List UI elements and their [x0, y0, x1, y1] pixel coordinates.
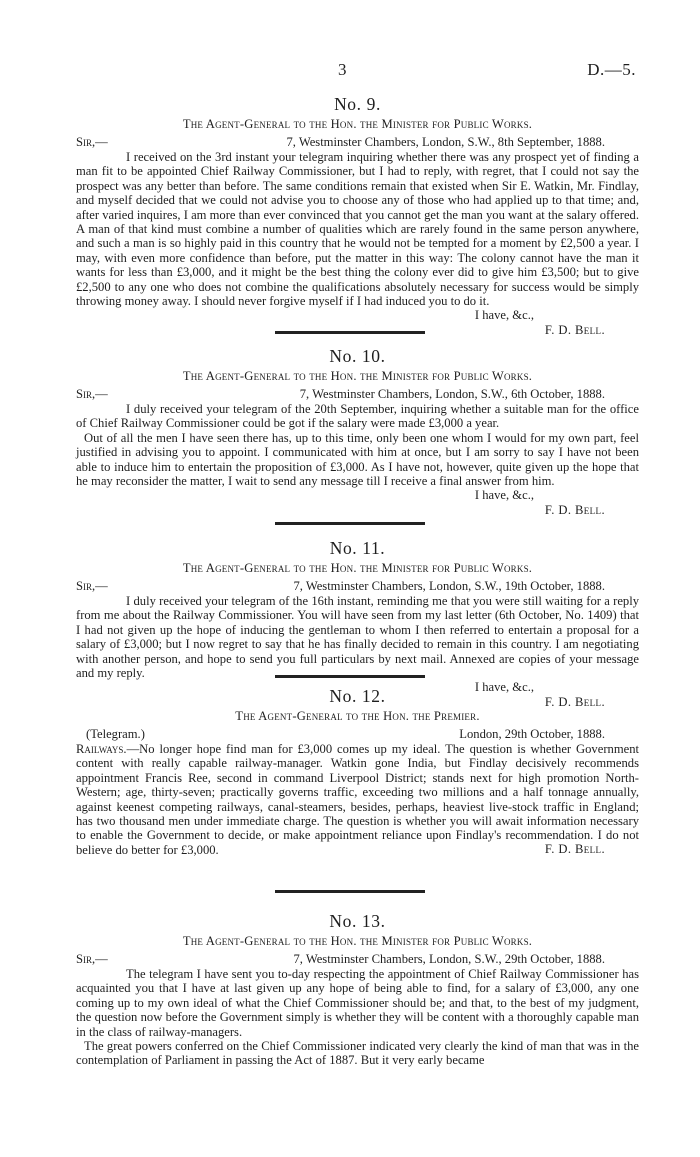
letter-number: No. 9. [334, 94, 381, 114]
telegram-text: —No longer hope find man for £3,000 comes up my ideal. The question is whether Government content with really capable railway-manager. Watkin gone India, but Findlay decisively recommends appointment Francis Ree, second in command Liverpool District; stands next for high promotion North-Western; age, thirty-seven; practically governs traffic, exceeding two millions and a half tonnage annually, against keenest competing railways, canal-steamers, besides, perhaps, heaviest live-stock traffic in England; has two thousand men under immediate charge. The question is whether you will await information necessary to enable the Government to decide, or make appointment reliance upon Findlay's recommendation. I do not believe do better for £3,000. [76, 742, 639, 857]
body-paragraph: I duly received your telegram of the 20th September, inquiring whether a suitable man for the office of Chief Railway Commissioner could be got if the salary were made £3,000 a year. [76, 402, 639, 431]
letter-heading: The Agent-General to the Hon. the Minister for Public Works. [182, 561, 533, 575]
telegram-address-line [76, 727, 639, 742]
letter-no-13 [76, 911, 639, 1068]
signature: F. D. Bell. [544, 842, 605, 857]
sender-address: 7, Westminster Chambers, London, S.W., 29th October, 1888. [293, 952, 605, 966]
section-divider [275, 522, 425, 525]
sender-address: 7, Westminster Chambers, London, S.W., 19th October, 1888. [293, 579, 605, 593]
signature: F. D. Bell. [544, 694, 605, 709]
salutation: Sir,— [76, 952, 108, 966]
telegram-body [76, 742, 639, 857]
letter-number: No. 10. [329, 346, 386, 366]
section-divider [275, 675, 425, 678]
letter-heading: The Agent-General to the Hon. the Minister for Public Works. [182, 934, 533, 948]
sender-address: 7, Westminster Chambers, London, S.W., 8th September, 1888. [286, 135, 605, 149]
body-paragraph: The great powers conferred on the Chief Commissioner indicated very clearly the kind of man that was in the contemplation of Parliament in passing the Act of 1887. But it very early became [76, 1039, 639, 1068]
letter-number: No. 11. [329, 538, 386, 558]
body-paragraph: Out of all the men I have seen there has, up to this time, only been one whom I would for my own part, feel justified in advising you to appoint. I communicated with him at once, but I am sorry to say I have not been able to induce him to entertain the proposition of £3,000. As I have not, however, quite given up the hope that he may reconsider the matter, I wait to send any message till I receive a final answer from him. [76, 430, 639, 489]
letter-number: No. 13. [329, 911, 386, 931]
closing: I have, &c., [474, 308, 534, 323]
letter-heading: The Agent-General to the Hon. the Minister for Public Works. [182, 369, 533, 383]
page-number: 3 [338, 60, 347, 79]
salutation-address-line [76, 387, 639, 402]
letter-no-12 [76, 686, 639, 857]
salutation-address-line [76, 952, 639, 967]
salutation: Sir,— [76, 387, 108, 401]
letter-no-10 [76, 346, 639, 517]
salutation: Sir,— [76, 579, 108, 593]
closing: I have, &c., [474, 488, 534, 503]
letter-heading: The Agent-General to the Hon. the Premier. [235, 709, 480, 723]
body-paragraph: The telegram I have sent you to-day respecting the appointment of Chief Railway Commissioner has acquainted you that I have at last given up any hope of being able to find, for a salary of £3,000, any one coming up to my own ideal of what the Chief Commissioner should be; and that, to the best of my judgment, the question now before the Government simply is whether they will be content with a thoroughly capable man in the class of railway-managers. [76, 967, 639, 1039]
salutation: Sir,— [76, 135, 108, 149]
closing: I have, &c., [474, 680, 534, 695]
lead-word: Railways. [76, 742, 127, 756]
section-divider [275, 331, 425, 334]
salutation-address-line [76, 579, 639, 594]
letter-no-9 [76, 94, 639, 337]
signature: F. D. Bell. [544, 322, 605, 337]
document-reference: D.—5. [587, 60, 636, 79]
sender-address: London, 29th October, 1888. [459, 727, 605, 741]
telegram-label: (Telegram.) [86, 727, 145, 741]
letter-heading: The Agent-General to the Hon. the Minister for Public Works. [182, 117, 533, 131]
sender-address: 7, Westminster Chambers, London, S.W., 6th October, 1888. [299, 387, 605, 401]
letter-no-11 [76, 538, 639, 709]
signature: F. D. Bell. [544, 502, 605, 517]
salutation-address-line [76, 135, 639, 150]
body-paragraph: I received on the 3rd instant your telegram inquiring whether there was any prospect yet of finding a man fit to be appointed Chief Railway Commissioner, but I had to reply, with regret, that I could not say the prospect was any better than before. The same conditions remain that existed when Sir E. Watkin, Mr. Findlay, and myself decided that we could not advise you to choose any of those who had applied up to that time; and, after varied inquires, I am more than ever convinced that you cannot get the man you want at the salary offered. A man of that kind must combine a number of qualities which are rarely found in the same person anywhere, and such a man is so highly paid in this country that he would not be tempted for a moment by £2,500 a year. I may, with even more confidence than before, put the matter in this way: The colony cannot have the man it wants for less than £3,000, and it might be the best thing the colony ever did to give him £3,500; but to give £2,500 to any one who does not combine the qualifications absolutely necessary for success would be simply throwing money away. I should never forgive myself if I had induced you to do it. [76, 150, 639, 309]
letter-number: No. 12. [329, 686, 386, 706]
section-divider [275, 890, 425, 893]
body-paragraph: I duly received your telegram of the 16th instant, reminding me that you were still waiting for a reply from me about the Railway Commissioner. You will have seen from my last letter (6th October, No. 1409) that I had not given up the hope of inducing the gentleman to whom I then referred to entertain a proposal for a salary of £3,000; but I now regret to say that he has finally decided to remain in this country. I am negotiating with another person, and hope to send you full particulars by next mail. Annexed are copies of your message and my reply. [76, 594, 639, 681]
